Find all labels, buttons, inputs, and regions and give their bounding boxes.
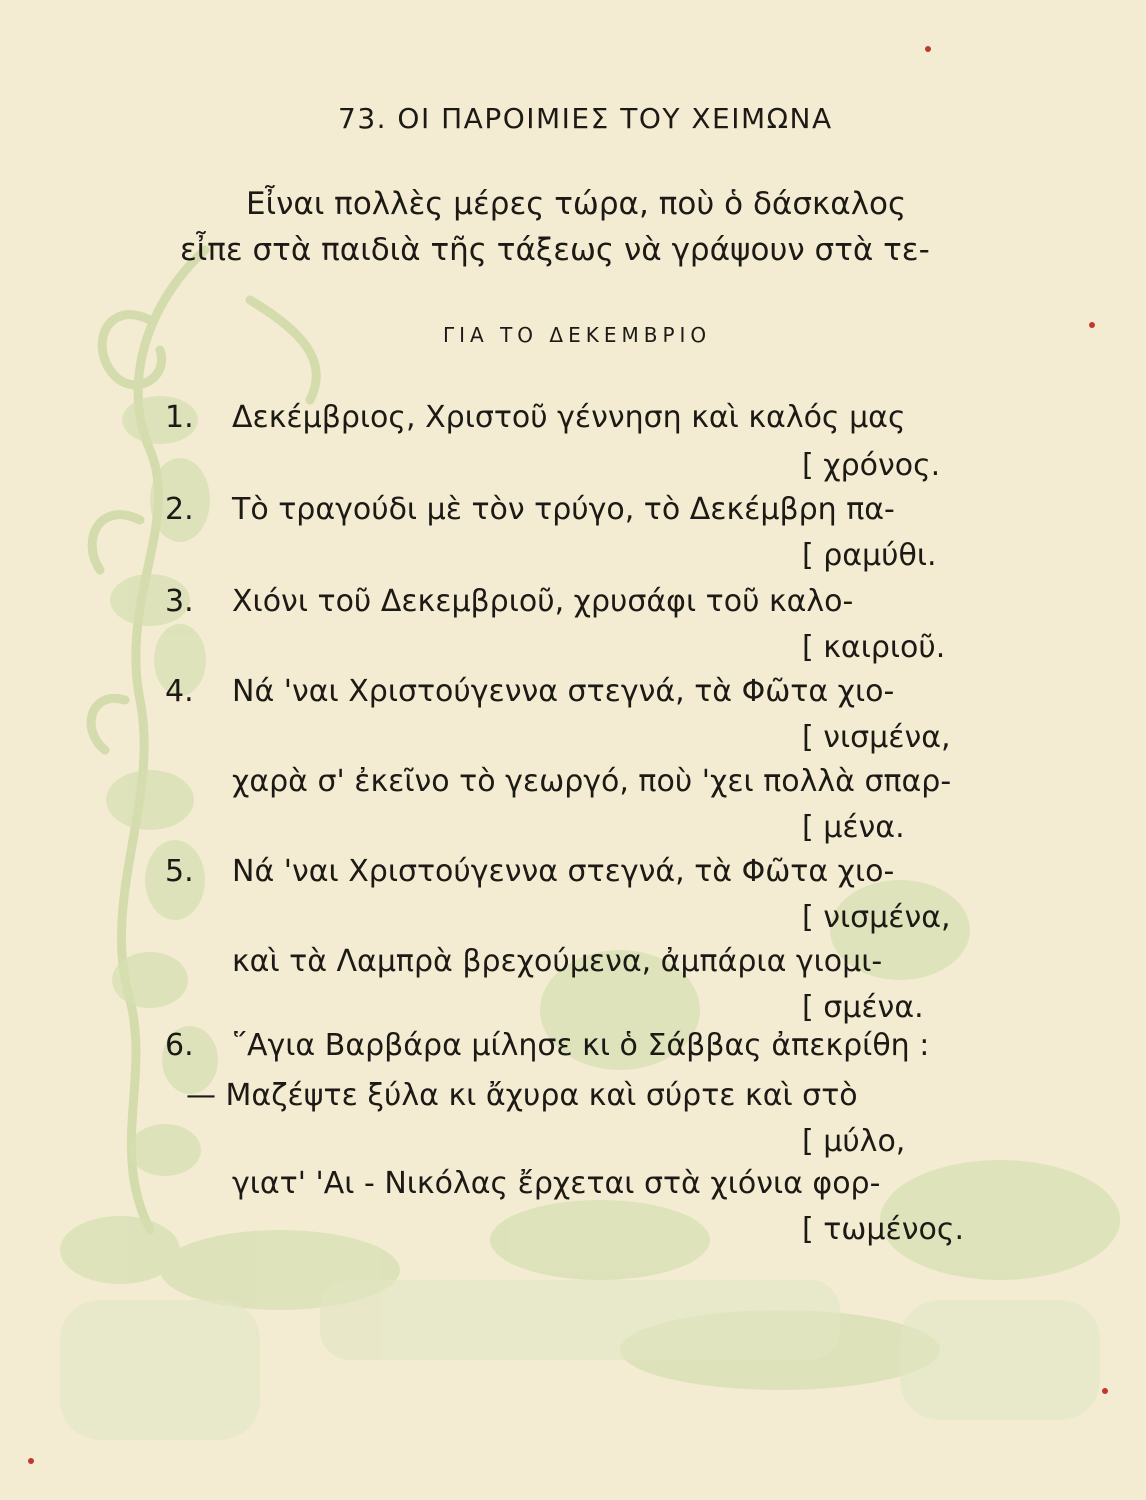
paper-blemish — [28, 1458, 34, 1464]
proverb-number: 4. — [165, 674, 194, 709]
proverb-continuation: [ μένα. — [802, 810, 905, 845]
proverb-line: Χιόνι τοῦ Δεκεμβριοῦ, χρυσάφι τοῦ καλο- — [232, 584, 854, 619]
proverb-line: — Μαζέψτε ξύλα κι ἄχυρα καὶ σύρτε καὶ στὸ — [186, 1078, 858, 1113]
section-subheading: ΓΙΑ ΤΟ ΔΕΚΕΜΒΡΙΟ — [443, 323, 712, 347]
proverb-continuation: [ μύλο, — [802, 1124, 906, 1159]
proverb-continuation: [ τωμένος. — [802, 1212, 964, 1247]
proverb-line: Νά 'ναι Χριστούγεννα στεγνά, τὰ Φῶτα χιο- — [232, 854, 895, 889]
proverb-number: 6. — [165, 1028, 194, 1063]
proverb-number: 2. — [165, 492, 194, 527]
proverb-number: 1. — [165, 400, 194, 435]
proverb-continuation: [ νισμένα, — [802, 900, 951, 935]
proverb-continuation: [ καιριοῦ. — [802, 630, 946, 665]
proverb-continuation: [ σμένα. — [802, 990, 924, 1025]
intro-line: Εἶναι πολλὲς μέρες τώρα, ποὺ ὁ δάσκαλος — [246, 186, 907, 222]
proverb-line: Τὸ τραγούδι μὲ τὸν τρύγο, τὸ Δεκέμβρη πα- — [232, 492, 895, 527]
proverb-line: γιατ' 'Αι - Νικόλας ἔρχεται στὰ χιόνια φορ- — [232, 1166, 881, 1201]
paper-blemish — [925, 46, 931, 52]
intro-line: εἶπε στὰ παιδιὰ τῆς τάξεως νὰ γράψουν στὰ τε- — [180, 232, 930, 268]
proverb-number: 3. — [165, 584, 194, 619]
proverb-line: Δεκέμβριος, Χριστοῦ γέννηση καὶ καλός μας — [232, 400, 906, 435]
paper-blemish — [1089, 322, 1095, 328]
proverb-line: καὶ τὰ Λαμπρὰ βρεχούμενα, ἀμπάρια γιομι- — [232, 944, 883, 979]
proverb-line: ῞Αγια Βαρβάρα μίλησε κι ὁ Σάββας ἀπεκρίθη : — [232, 1028, 930, 1063]
paper-blemish — [1102, 1388, 1108, 1394]
proverb-number: 5. — [165, 854, 194, 889]
chapter-heading: 73. ΟΙ ΠΑΡΟΙΜΙΕΣ ΤΟΥ ΧΕΙΜΩΝΑ — [338, 102, 833, 135]
proverb-continuation: [ νισμένα, — [802, 720, 951, 755]
proverb-continuation: [ ραμύθι. — [802, 538, 937, 573]
proverb-line: χαρὰ σ' ἐκεῖνο τὸ γεωργό, ποὺ 'χει πολλὰ σπαρ- — [232, 764, 952, 799]
proverb-continuation: [ χρόνος. — [802, 448, 941, 483]
proverb-line: Νά 'ναι Χριστούγεννα στεγνά, τὰ Φῶτα χιο- — [232, 674, 895, 709]
